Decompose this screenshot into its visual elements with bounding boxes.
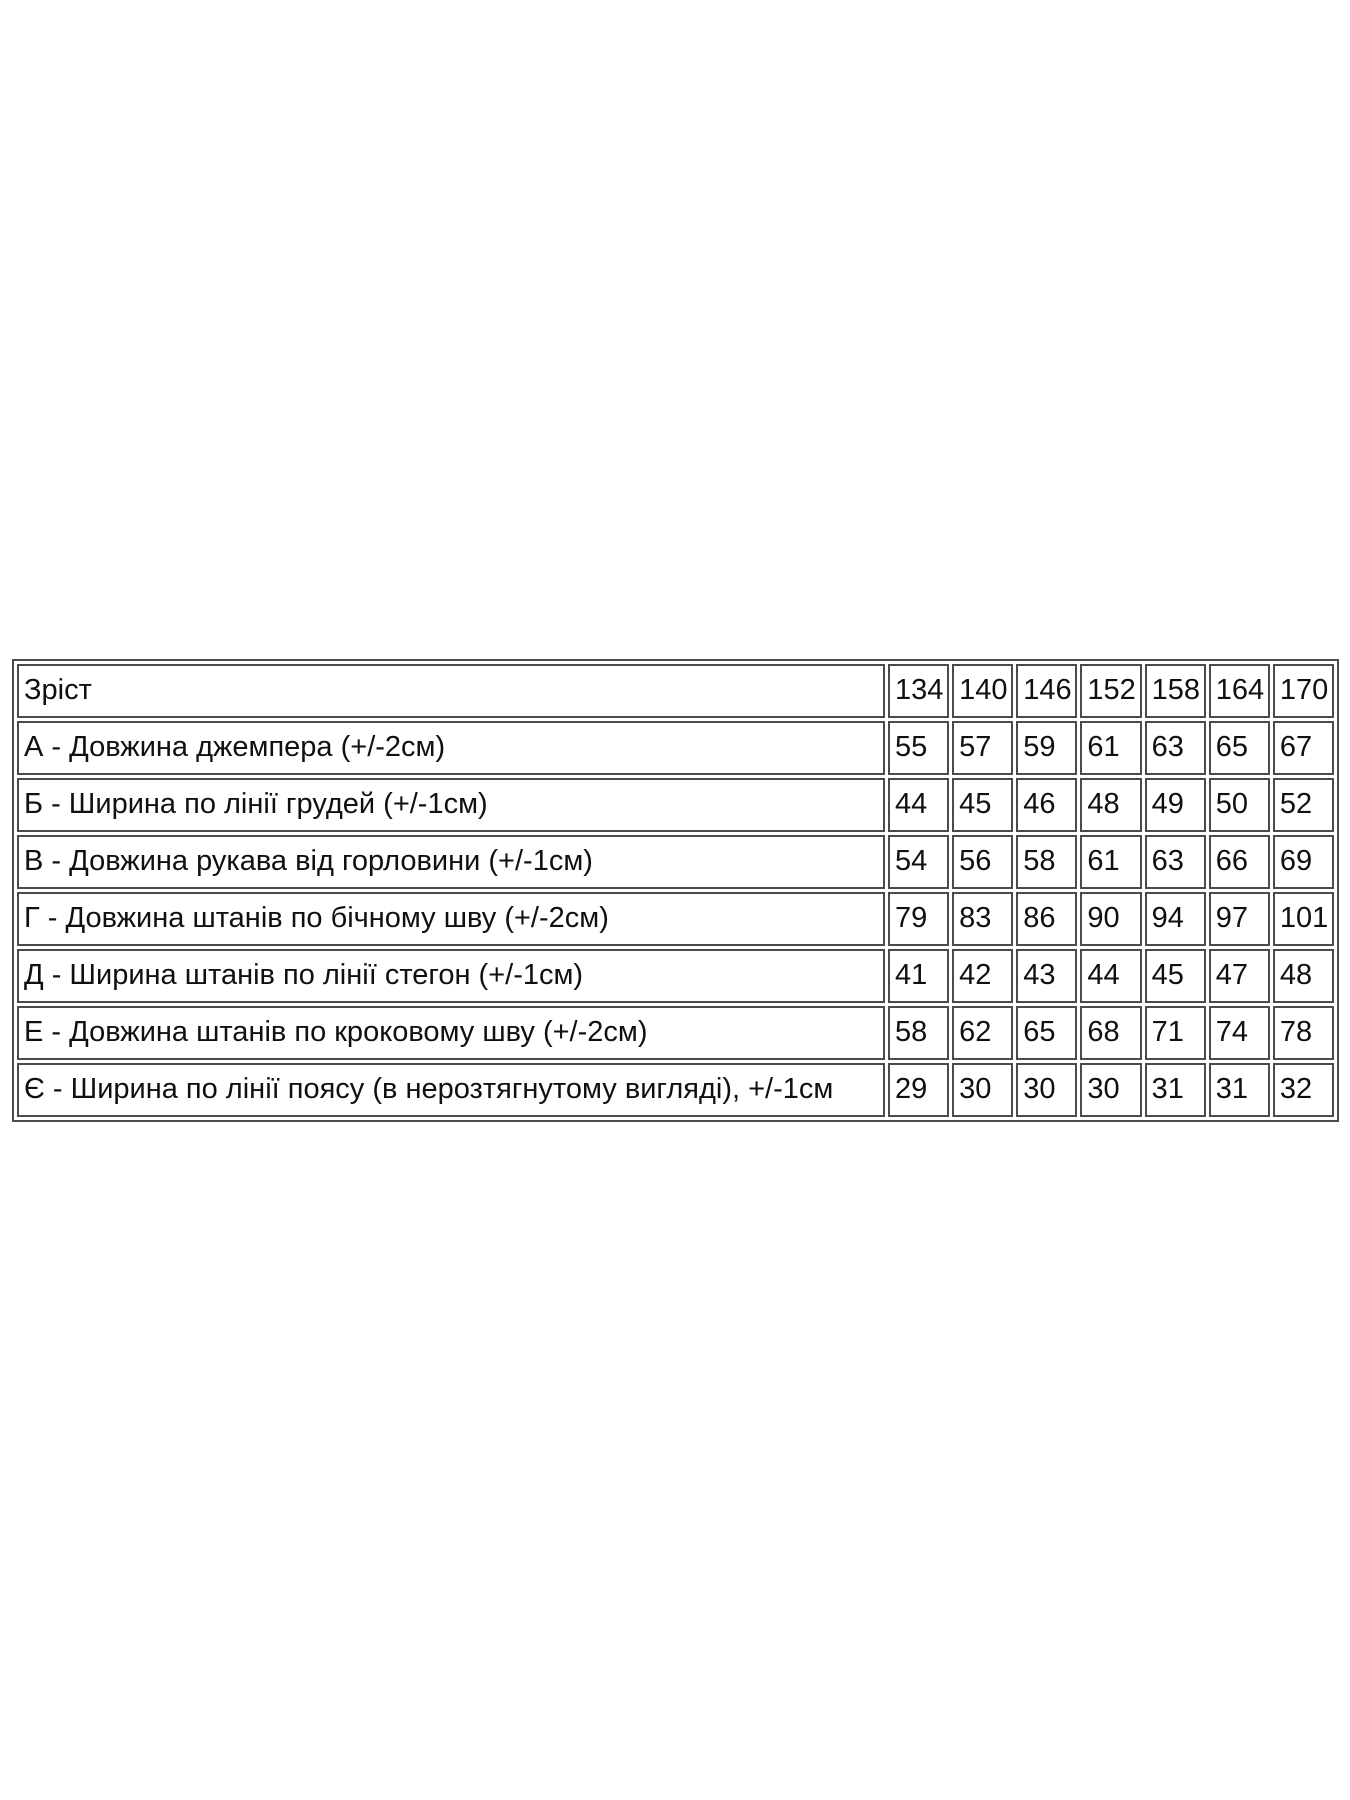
row-value: 47 <box>1209 949 1270 1003</box>
row-value: 63 <box>1145 721 1206 775</box>
table-row-ye <box>17 1063 1334 1117</box>
row-value: 69 <box>1273 835 1334 889</box>
row-value: 78 <box>1273 1006 1334 1060</box>
row-value: 65 <box>1016 1006 1077 1060</box>
row-value: 101 <box>1273 892 1334 946</box>
row-label: Г - Довжина штанів по бічному шву (+/-2см) <box>17 892 885 946</box>
row-value: 61 <box>1080 835 1141 889</box>
row-value: 48 <box>1080 778 1141 832</box>
row-value: 90 <box>1080 892 1141 946</box>
row-value: 30 <box>1080 1063 1141 1117</box>
row-label: Б - Ширина по лінії грудей (+/-1см) <box>17 778 885 832</box>
row-value: 31 <box>1209 1063 1270 1117</box>
row-value: 32 <box>1273 1063 1334 1117</box>
row-value: 44 <box>888 778 949 832</box>
header-size-164: 164 <box>1209 664 1270 718</box>
row-value: 43 <box>1016 949 1077 1003</box>
row-label: Е - Довжина штанів по кроковому шву (+/-2см) <box>17 1006 885 1060</box>
row-value: 79 <box>888 892 949 946</box>
row-value: 71 <box>1145 1006 1206 1060</box>
size-chart-table <box>12 659 1339 1122</box>
row-value: 67 <box>1273 721 1334 775</box>
row-value: 66 <box>1209 835 1270 889</box>
table-row-d <box>17 949 1334 1003</box>
header-row <box>17 664 1334 718</box>
header-size-152: 152 <box>1080 664 1141 718</box>
table-row-b <box>17 778 1334 832</box>
row-value: 59 <box>1016 721 1077 775</box>
row-value: 68 <box>1080 1006 1141 1060</box>
row-value: 45 <box>952 778 1013 832</box>
row-value: 30 <box>1016 1063 1077 1117</box>
table-row-g <box>17 892 1334 946</box>
row-value: 52 <box>1273 778 1334 832</box>
table-row-a <box>17 721 1334 775</box>
row-value: 41 <box>888 949 949 1003</box>
row-value: 30 <box>952 1063 1013 1117</box>
row-label: А - Довжина джемпера (+/-2см) <box>17 721 885 775</box>
header-size-158: 158 <box>1145 664 1206 718</box>
row-value: 58 <box>1016 835 1077 889</box>
row-value: 29 <box>888 1063 949 1117</box>
row-value: 56 <box>952 835 1013 889</box>
row-value: 54 <box>888 835 949 889</box>
row-value: 49 <box>1145 778 1206 832</box>
row-value: 46 <box>1016 778 1077 832</box>
row-value: 48 <box>1273 949 1334 1003</box>
header-size-134: 134 <box>888 664 949 718</box>
row-value: 44 <box>1080 949 1141 1003</box>
row-value: 83 <box>952 892 1013 946</box>
row-value: 42 <box>952 949 1013 1003</box>
header-size-146: 146 <box>1016 664 1077 718</box>
row-value: 74 <box>1209 1006 1270 1060</box>
row-label: Є - Ширина по лінії поясу (в нерозтягнутому вигляді), +/-1см <box>17 1063 885 1117</box>
row-value: 63 <box>1145 835 1206 889</box>
header-label: Зріст <box>17 664 885 718</box>
row-value: 62 <box>952 1006 1013 1060</box>
row-value: 58 <box>888 1006 949 1060</box>
row-value: 45 <box>1145 949 1206 1003</box>
row-label: Д - Ширина штанів по лінії стегон (+/-1см) <box>17 949 885 1003</box>
table-row-v <box>17 835 1334 889</box>
row-value: 86 <box>1016 892 1077 946</box>
row-value: 57 <box>952 721 1013 775</box>
header-size-170: 170 <box>1273 664 1334 718</box>
row-value: 61 <box>1080 721 1141 775</box>
row-label: В - Довжина рукава від горловини (+/-1см) <box>17 835 885 889</box>
table-row-e <box>17 1006 1334 1060</box>
row-value: 97 <box>1209 892 1270 946</box>
row-value: 65 <box>1209 721 1270 775</box>
row-value: 55 <box>888 721 949 775</box>
row-value: 31 <box>1145 1063 1206 1117</box>
header-size-140: 140 <box>952 664 1013 718</box>
row-value: 50 <box>1209 778 1270 832</box>
row-value: 94 <box>1145 892 1206 946</box>
